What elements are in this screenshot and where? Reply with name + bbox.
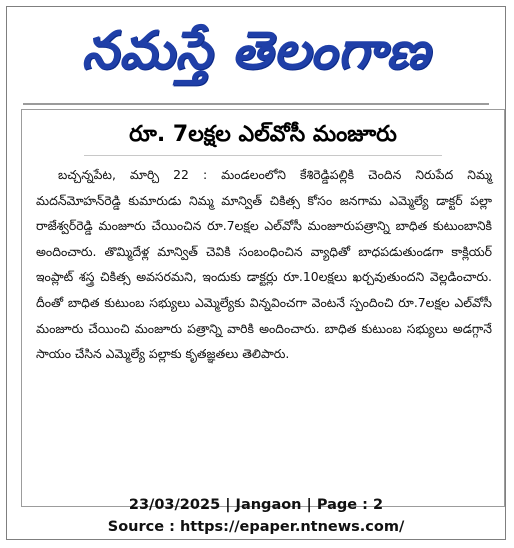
article-headline: రూ. 7లక్షల ఎల్‌వోసీ మంజూరు <box>129 122 397 147</box>
article-body: బచ్చన్నపేట, మార్చి 22 : మండలంలోని కేశిరెడ్డిపల్లికి చెందిన నిరుపేద నిమ్మ మదన్‌మోహన్‌రెడ్డి కుమారుడు నిమ్మ మాన్విత్ చికిత్స కోసం జనగామ ఎమ్మెల్యే డాక్టర్ పల్లా రాజేశ్వర్‌రెడ్డి మంజూరు చేయించిన రూ.7లక్షల ఎల్‌వోసీ మంజూరుపత్రాన్ని బాధిత కుటుంబానికి అందించారు. తొమ్మిదేళ్ల మాన్విత్ చెవికి సంబంధించిన వ్యాధితో బాధపడుతుండగా కాక్లియర్ ఇంప్లాట్ శస్త్ర చికిత్స అవసరమని, ఇందుకు డాక్టర్లు రూ.10లక్షలు ఖర్చవుతుందని వెల్లడించారు. దీంతో బాధిత కుటుంబ సభ్యులు ఎమ్మెల్యేకు విన్నవించగా వెంటనే స్పందించి రూ.7లక్షల ఎల్‌వోసీ మంజూరు చేయించి మంజూరు పత్రాన్ని వారికి అందించారు. బాధిత కుటుంబ సభ్యులు అడగ్గానే సాయం చేసిన ఎమ్మెల్యే పల్లాకు కృతజ్ఞతలు తెలిపారు. <box>36 167 492 362</box>
clipping-footer <box>7 494 505 538</box>
masthead-divider <box>23 103 489 105</box>
source-link[interactable]: Source : https://epaper.ntnews.com/ <box>107 519 405 535</box>
masthead-logo: నమస్తే తెలంగాణ <box>81 21 431 81</box>
edition-meta: 23/03/2025 | Jangaon | Page : 2 <box>128 497 384 513</box>
headline-divider <box>84 155 442 156</box>
news-clipping <box>21 109 505 507</box>
page-frame <box>6 6 506 540</box>
masthead <box>7 15 505 95</box>
